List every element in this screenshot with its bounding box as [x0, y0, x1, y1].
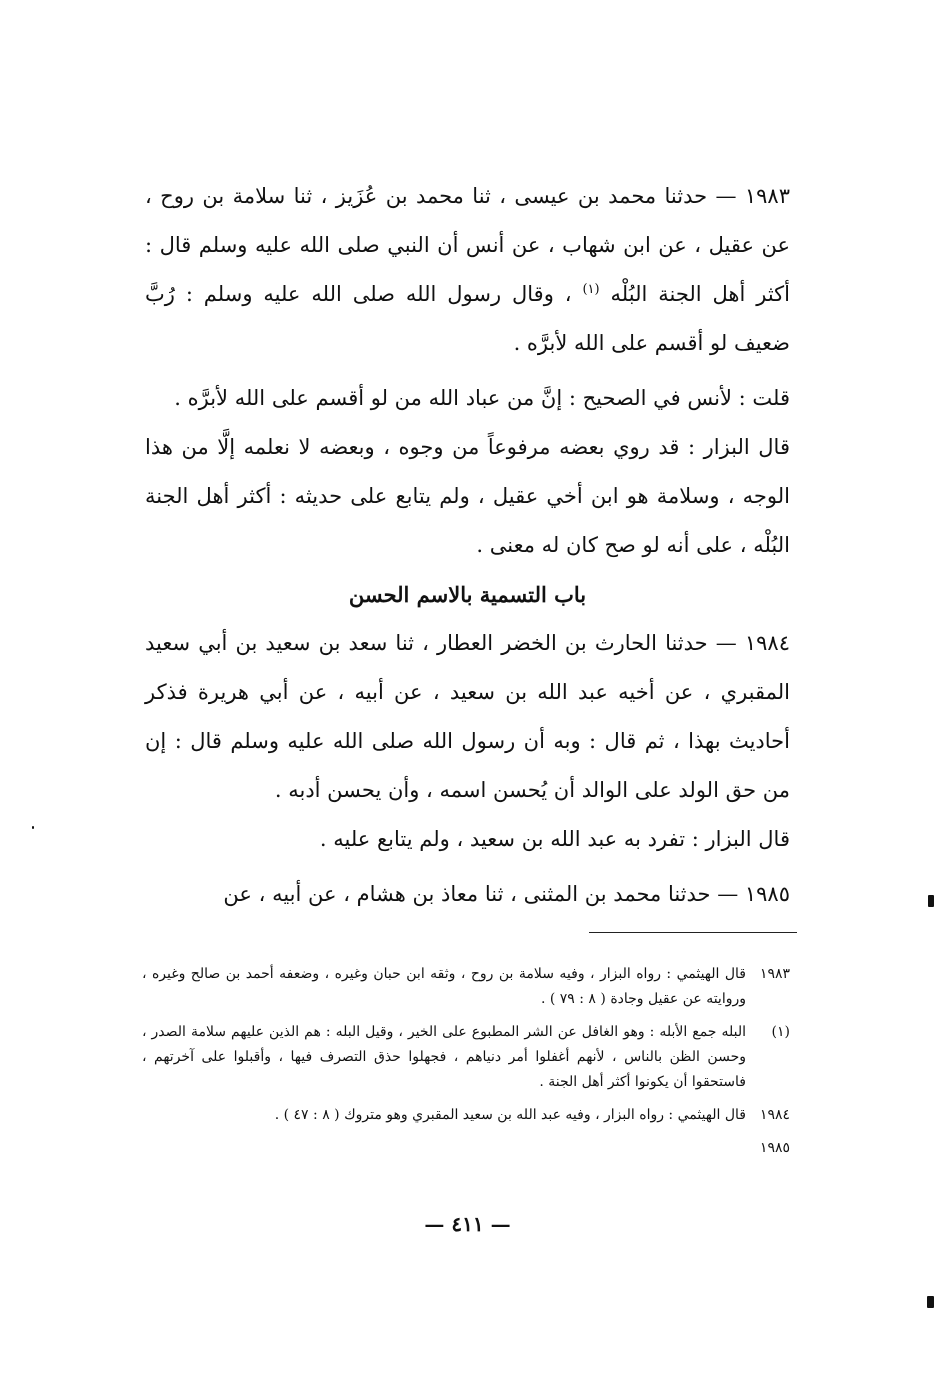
scan-speck [32, 826, 34, 829]
comment-paragraph: قلت : لأنس في الصحيح : إنَّ من عباد الله من لو أقسم على الله لأبرَّه . [174, 386, 790, 410]
main-text [145, 172, 790, 919]
footnote-number: ١٩٨٥ [759, 1140, 790, 1156]
hadith-1984: ١٩٨٤ — حدثنا الحارث بن الخضر العطار ، ثنا سعد بن سعيد بن أبي سعيد المقبري ، عن أخيه عبد الله بن سعيد ، عن أبيه ، عن أبي هريرة فذكر أحاديث بهذا ، ثم قال : وبه أن رسول الله صلى الله عليه وسلم قال : إن من حق الولد على الوالد أن يُحسن اسمه ، وأن يحسن أدبه . [145, 631, 790, 802]
hadith-1983-text: ١٩٨٣ — حدثنا محمد بن عيسى ، ثنا محمد بن عُزَيز ، ثنا سلامة بن روح ، عن عقيل ، عن ابن شهاب ، عن أنس أن النبي صلى الله عليه وسلم قال : أكثر أهل الجنة البُلْه [145, 184, 790, 306]
chapter-heading: باب التسمية بالاسم الحسن [348, 582, 587, 607]
footnote-text [142, 1136, 746, 1161]
footnote-number: (١) [771, 1024, 790, 1040]
footnote-text: البله جمع الأبله : وهو الغافل عن الشر المطبوع على الخير ، وقيل البله : هم الذين عليهم سلامة الصدر ، وحسن الظن بالناس ، لأنهم أغفلوا أمر دنياهم ، فجهلوا حذق التصرف فيها ، وأقبلوا على آخرتهم ، فاستحقوا أن يكونوا أكثر أهل الجنة . [142, 1024, 746, 1090]
footnote-1984 [142, 1103, 790, 1128]
footnote-1983 [142, 962, 790, 1012]
footnote-number: ١٩٨٤ [759, 1107, 790, 1123]
footnote-1 [142, 1020, 790, 1095]
footnote-1985 [142, 1136, 790, 1161]
page-number: — ٤١١ — [424, 1212, 511, 1236]
scan-speck [927, 1296, 934, 1308]
hadith-1983 [145, 172, 790, 368]
footnote-number: ١٩٨٣ [759, 966, 790, 982]
hadith-1985: ١٩٨٥ — حدثنا محمد بن المثنى ، ثنا معاذ بن هشام ، عن أبيه ، عن [223, 882, 790, 906]
footnotes [142, 962, 790, 1169]
footnote-separator [589, 932, 797, 933]
footnote-text: قال الهيثمي : رواه البزار ، وفيه سلامة بن روح ، وثقه ابن حبان وغيره ، وضعفه أحمد بن صالح وغيره ، وروايته عن عقيل وجادة ( ٨ : ٧٩ ) . [142, 966, 746, 1007]
hadith-1983-continuation: ، وقال رسول الله صلى الله عليه وسلم : رُبَّ ضعيف لو أقسم على الله لأبرَّه . [145, 282, 790, 355]
scan-speck [928, 895, 934, 907]
bazzar-remark-1984: قال البزار : تفرد به عبد الله بن سعيد ، ولم يتابع عليه . [319, 827, 790, 851]
footnote-text: قال الهيثمي : رواه البزار ، وفيه عبد الله بن سعيد المقبري وهو متروك ( ٨ : ٤٧ ) . [274, 1107, 746, 1123]
footnote-marker: (١) [582, 282, 600, 297]
bazzar-remark-1983: قال البزار : قد روي بعضه مرفوعاً من وجوه ، وبعضه لا نعلمه إلَّا من هذا الوجه ، وسلامة هو ابن أخي عقيل ، ولم يتابع على حديثه : أكثر أهل الجنة البُلْه ، على أنه لو صح كان له معنى . [145, 435, 790, 557]
